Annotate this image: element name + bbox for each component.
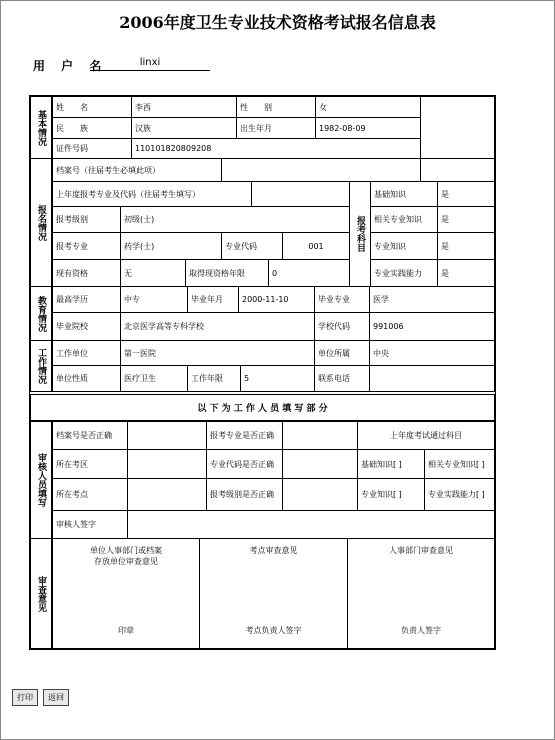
wyears-value: 5 bbox=[240, 365, 315, 392]
major-label: 报考专业 bbox=[52, 232, 121, 260]
passed-major: 专业知识[ ] bbox=[357, 478, 425, 511]
site-opinion-label: 考点审查意见 bbox=[249, 546, 298, 555]
subject-value-2: 是 bbox=[437, 206, 495, 233]
site-label: 所在考点 bbox=[52, 478, 128, 511]
scode-value: 991006 bbox=[369, 312, 495, 341]
gmajor-label: 毕业专业 bbox=[314, 286, 370, 313]
archive-ok-value bbox=[127, 421, 207, 450]
subject-value-3: 是 bbox=[437, 232, 495, 260]
code-value: 001 bbox=[282, 232, 350, 260]
unit-opinion-label: 单位人事部门或档案 存放单位审查意见 bbox=[90, 546, 162, 566]
belong-label: 单位所属 bbox=[314, 340, 370, 366]
site-opinion-box bbox=[199, 538, 348, 649]
years-value: 0 bbox=[268, 259, 350, 287]
gmajor-value: 医学 bbox=[369, 286, 495, 313]
passed-subjects-label: 上年度考试通过科目 bbox=[357, 421, 495, 450]
page-title: 2006年度卫生专业技术资格考试报名信息表 bbox=[119, 13, 436, 32]
level-ok-label: 报考级别是否正确 bbox=[206, 478, 283, 511]
birth-label: 出生年月 bbox=[236, 117, 316, 139]
section-review: 审核人员填写 bbox=[30, 421, 52, 539]
subject-label-4: 专业实践能力 bbox=[370, 259, 438, 287]
section-basic: 基本情况 bbox=[30, 96, 52, 159]
major-ok-value bbox=[282, 421, 358, 450]
subject-value-4: 是 bbox=[437, 259, 495, 287]
registration-form-table bbox=[29, 95, 496, 650]
site-value bbox=[127, 478, 207, 511]
nature-value: 医疗卫生 bbox=[120, 365, 188, 392]
prev-major-value bbox=[251, 181, 350, 207]
hr-opinion-label: 人事部门审查意见 bbox=[389, 546, 453, 555]
seal-label: 印章 bbox=[118, 626, 134, 635]
subject-label-3: 专业知识 bbox=[370, 232, 438, 260]
action-buttons bbox=[12, 689, 69, 706]
belong-value: 中央 bbox=[369, 340, 495, 366]
area-label: 所在考区 bbox=[52, 449, 128, 479]
unit-value: 第一医院 bbox=[120, 340, 315, 366]
archive-label: 档案号（往届考生必填此项） bbox=[52, 158, 222, 182]
signer-label: 审核人签字 bbox=[52, 510, 128, 539]
ethnic-value: 汉族 bbox=[131, 117, 237, 139]
degree-label: 最高学历 bbox=[52, 286, 121, 313]
code-ok-value bbox=[282, 449, 358, 479]
subject-label-2: 相关专业知识 bbox=[370, 206, 438, 233]
staff-section-header: 以 下 为 工 作 人 员 填 写 部 分 bbox=[30, 394, 495, 421]
grad-value: 2000-11-10 bbox=[238, 286, 315, 313]
level-value: 初级(士) bbox=[120, 206, 350, 233]
section-edu: 教育情况 bbox=[30, 286, 52, 341]
print-button[interactable]: 打印 bbox=[12, 689, 38, 706]
birth-value: 1982-08-09 bbox=[315, 117, 421, 139]
hr-opinion-box bbox=[347, 538, 495, 649]
signer-value bbox=[127, 510, 495, 539]
unit-label: 工作单位 bbox=[52, 340, 121, 366]
phone-value bbox=[369, 365, 495, 392]
hr-sign-label: 负责人签字 bbox=[401, 626, 441, 635]
back-button[interactable]: 返回 bbox=[43, 689, 69, 706]
code-label: 专业代码 bbox=[221, 232, 283, 260]
ethnic-label: 民 族 bbox=[52, 117, 132, 139]
username-value: linxi bbox=[90, 57, 210, 71]
degree-value: 中专 bbox=[120, 286, 188, 313]
school-value: 北京医学高等专科学校 bbox=[120, 312, 315, 341]
username-row bbox=[33, 57, 161, 74]
prev-major-label: 上年度报考专业及代码（往届考生填写） bbox=[52, 181, 252, 207]
gender-label: 性 别 bbox=[236, 96, 316, 118]
school-label: 毕业院校 bbox=[52, 312, 121, 341]
subjects-label: 报考科目 bbox=[349, 181, 371, 287]
passed-basic: 基础知识[ ] bbox=[357, 449, 425, 479]
wyears-label: 工作年限 bbox=[187, 365, 241, 392]
id-value: 110101820809208 bbox=[131, 138, 421, 159]
subject-label-1: 基础知识 bbox=[370, 181, 438, 207]
grad-label: 毕业年月 bbox=[187, 286, 239, 313]
name-label: 姓 名 bbox=[52, 96, 132, 118]
id-label: 证件号码 bbox=[52, 138, 132, 159]
qual-label: 现有资格 bbox=[52, 259, 121, 287]
section-opinion: 审查意见 bbox=[30, 538, 52, 649]
area-value bbox=[127, 449, 207, 479]
section-apply: 报名情况 bbox=[30, 158, 52, 287]
level-label: 报考级别 bbox=[52, 206, 121, 233]
years-label: 取得现资格年限 bbox=[185, 259, 269, 287]
subject-value-1: 是 bbox=[437, 181, 495, 207]
nature-label: 单位性质 bbox=[52, 365, 121, 392]
site-sign-label: 考点负责人签字 bbox=[245, 626, 302, 635]
qual-value: 无 bbox=[120, 259, 186, 287]
unit-opinion-box bbox=[52, 538, 200, 649]
major-value: 药学(士) bbox=[120, 232, 222, 260]
gender-value: 女 bbox=[315, 96, 421, 118]
major-ok-label: 报考专业是否正确 bbox=[206, 421, 283, 450]
username-label: 用 户 名 bbox=[33, 59, 108, 73]
phone-label: 联系电话 bbox=[314, 365, 370, 392]
archive-ok-label: 档案号是否正确 bbox=[52, 421, 128, 450]
level-ok-value bbox=[282, 478, 358, 511]
code-ok-label: 专业代码是否正确 bbox=[206, 449, 283, 479]
passed-practice: 专业实践能力[ ] bbox=[424, 478, 495, 511]
scode-label: 学校代码 bbox=[314, 312, 370, 341]
apply-blank bbox=[420, 158, 495, 182]
name-value: 李西 bbox=[131, 96, 237, 118]
section-work: 工作情况 bbox=[30, 340, 52, 392]
archive-value bbox=[221, 158, 421, 182]
photo-box bbox=[420, 96, 495, 159]
passed-related: 相关专业知识[ ] bbox=[424, 449, 495, 479]
